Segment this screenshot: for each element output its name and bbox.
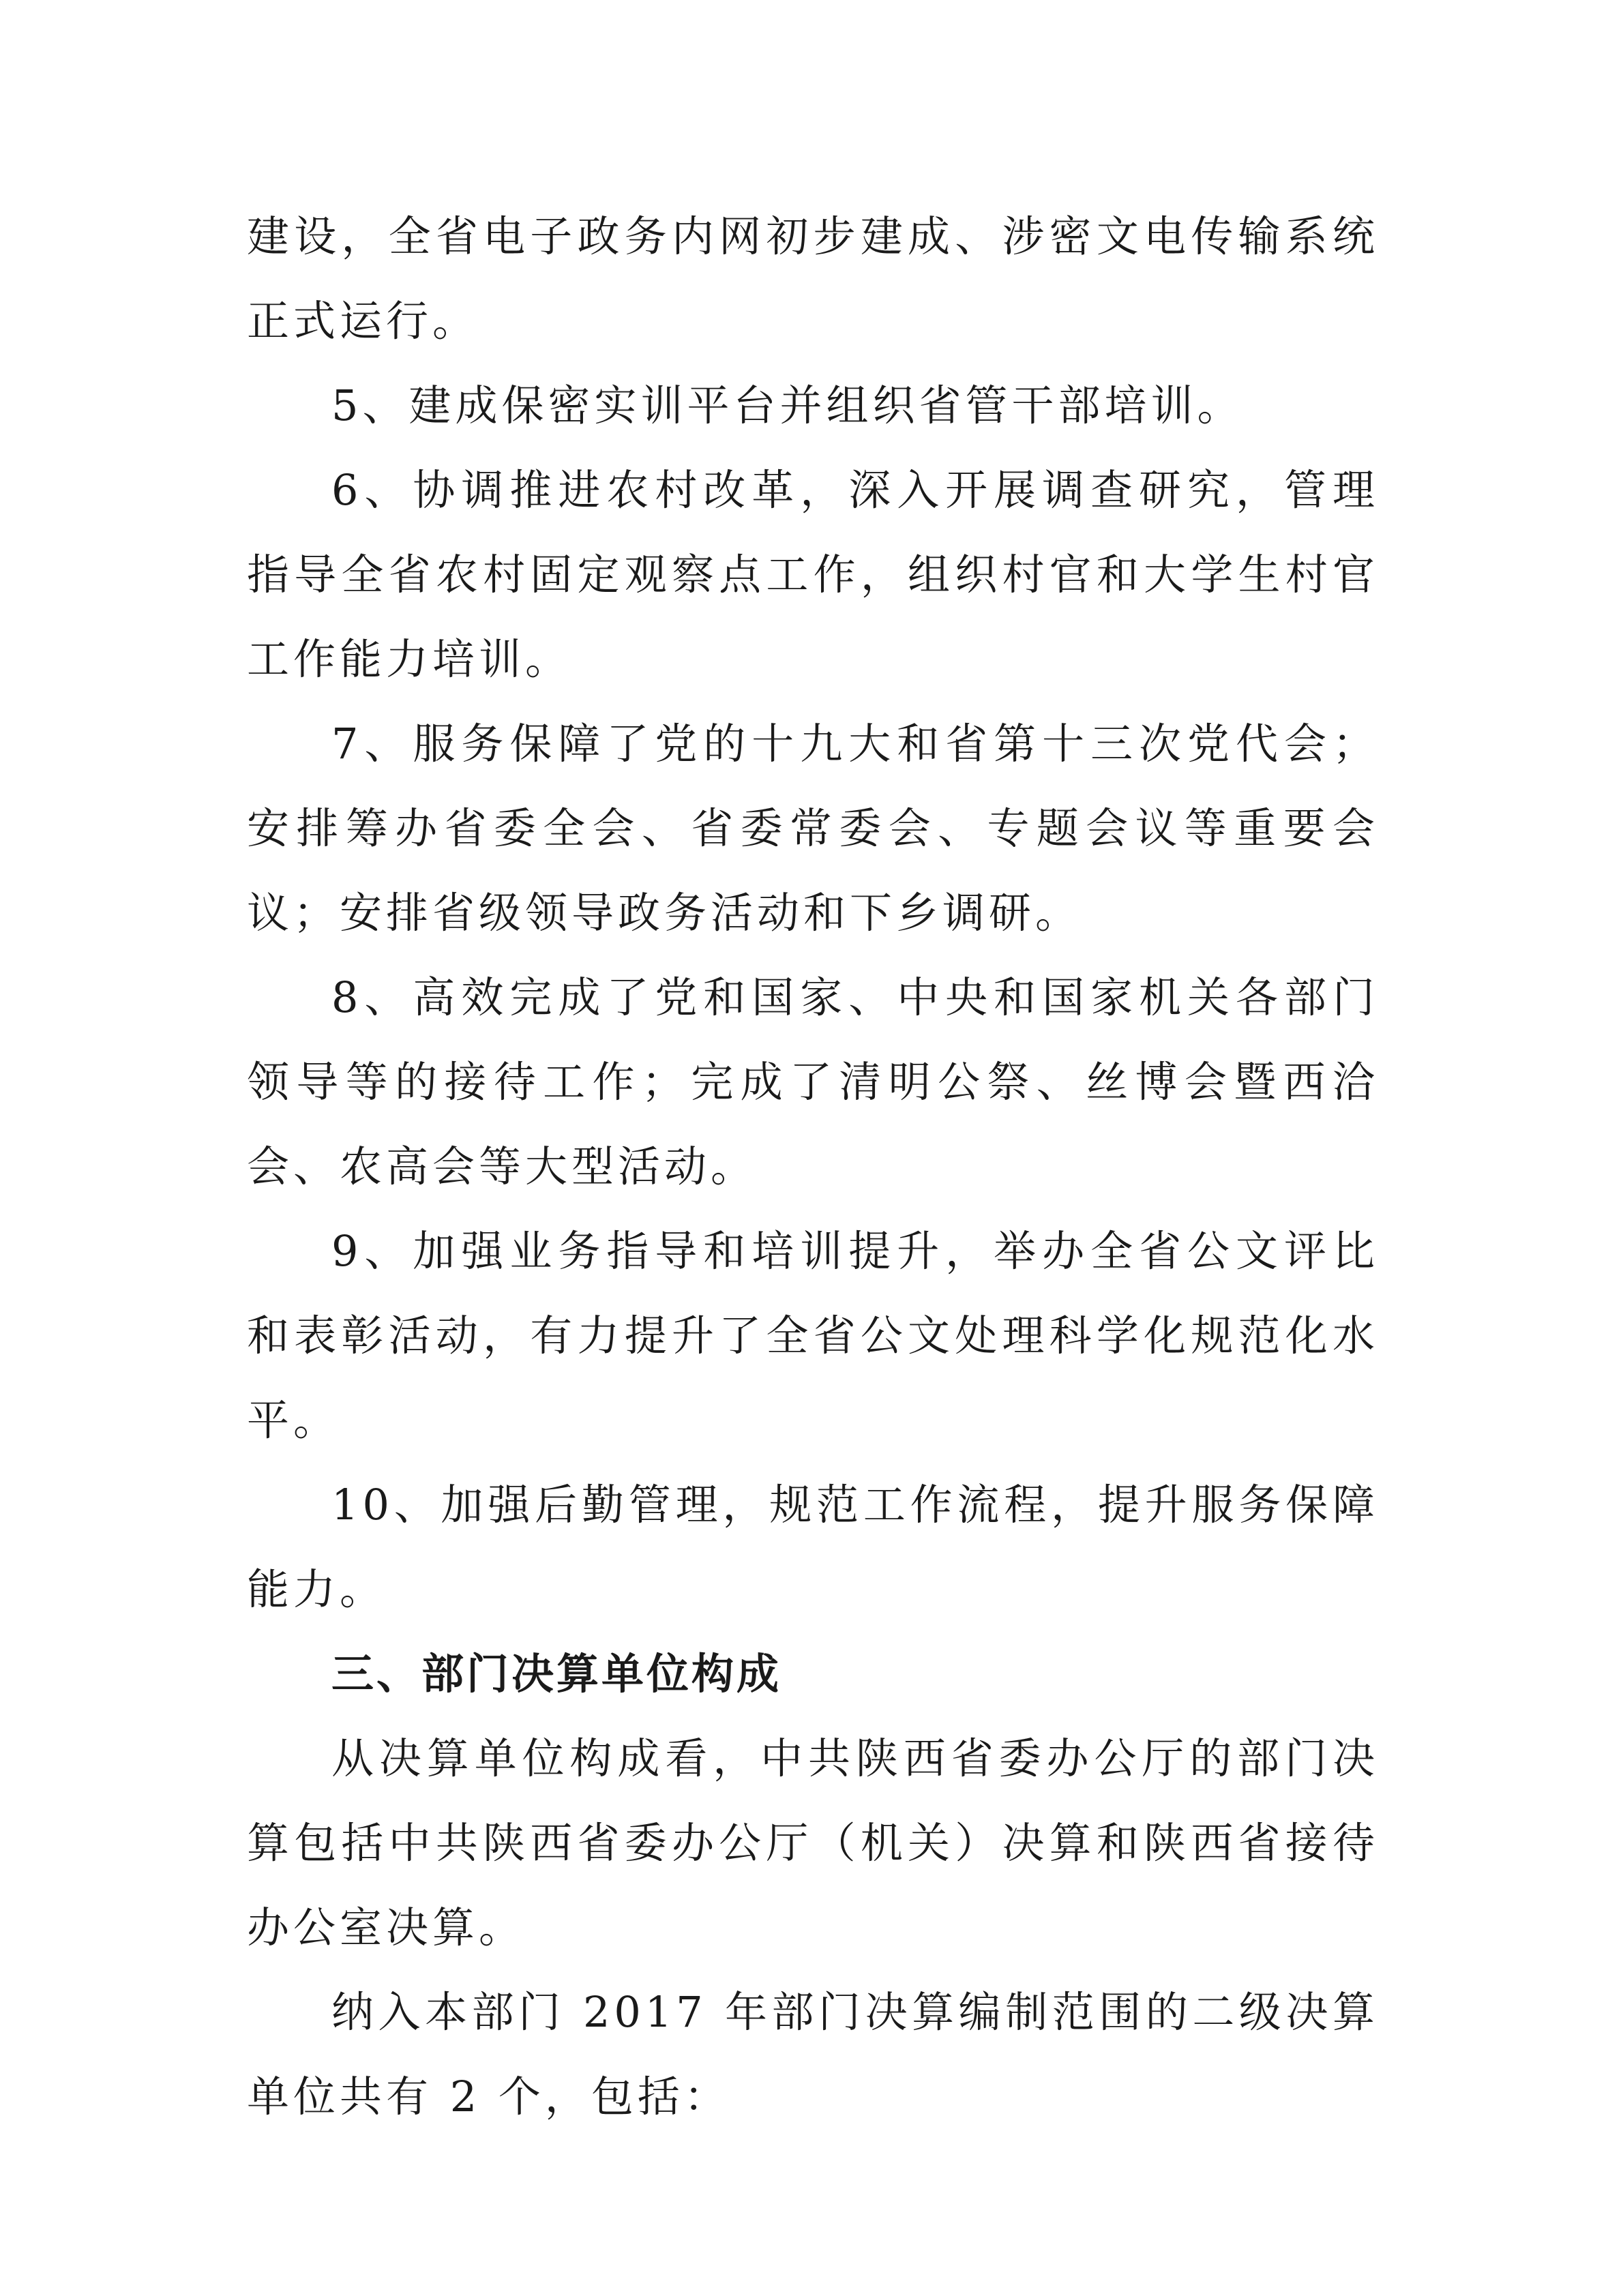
list-item-5: 5、建成保密实训平台并组织省管干部培训。	[331, 381, 1244, 430]
list-item-6: 6、协调推进农村改革，深入开展调查研究，管理指导全省农村固定观察点工作，组织村官和大学生村官工作能力培训。	[247, 465, 1379, 684]
list-item-8: 8、高效完成了党和国家、中央和国家机关各部门领导等的接待工作；完成了清明公祭、丝博会暨西洽会、农高会等大型活动。	[247, 972, 1379, 1191]
section-paragraph-units: 纳入本部门 2017 年部门决算编制范围的二级决算单位共有 2 个，包括：	[247, 1987, 1379, 2121]
list-item-7: 7、服务保障了党的十九大和省第十三次党代会；安排筹办省委全会、省委常委会、专题会议等重要会议；安排省级领导政务活动和下乡调研。	[247, 719, 1379, 938]
paragraph-continuation: 建设，全省电子政务内网初步建成、涉密文电传输系统正式运行。	[247, 211, 1379, 346]
section-paragraph-composition: 从决算单位构成看，中共陕西省委办公厅的部门决算包括中共陕西省委办公厅（机关）决算和陕西省接待办公室决算。	[247, 1733, 1379, 1952]
list-item-10: 10、加强后勤管理，规范工作流程，提升服务保障能力。	[247, 1480, 1379, 1614]
document-body	[247, 194, 1379, 2139]
section-heading: 三、部门决算单位构成	[331, 1649, 782, 1699]
list-item-9: 9、加强业务指导和培训提升，举办全省公文评比和表彰活动，有力提升了全省公文处理科学化规范化水平。	[247, 1226, 1379, 1445]
